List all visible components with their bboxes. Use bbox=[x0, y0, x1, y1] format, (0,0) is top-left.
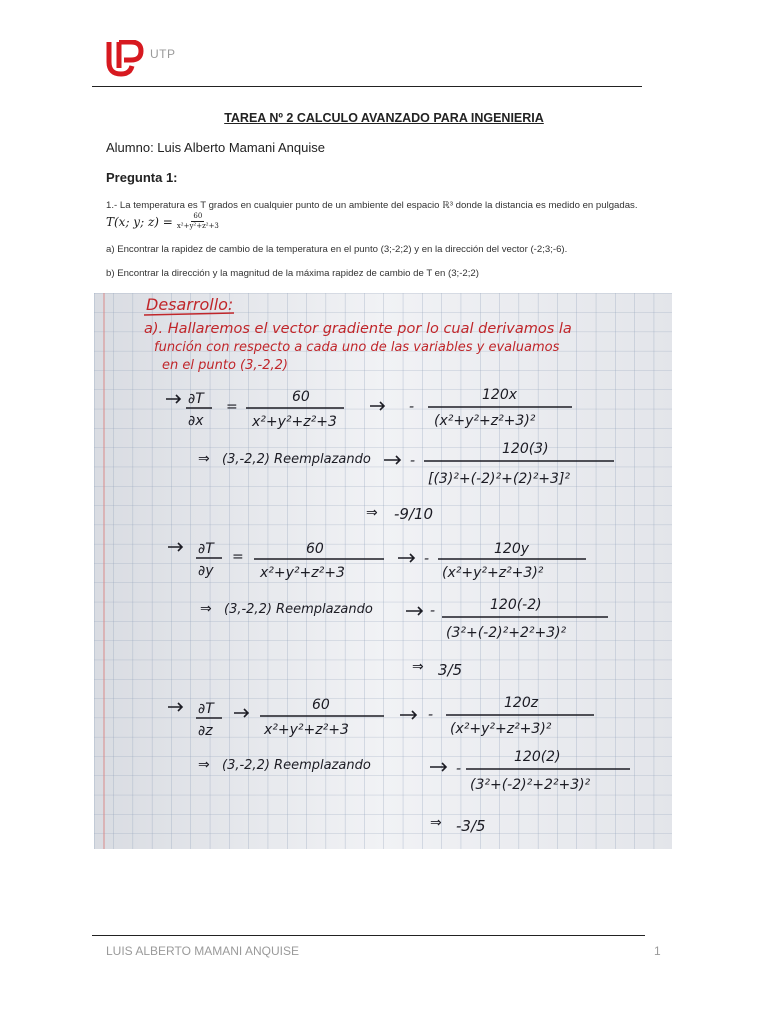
hw-dz-result: -3/5 bbox=[456, 817, 486, 835]
therefore-sign: ⇒ bbox=[366, 505, 378, 521]
logo-text: UTP bbox=[150, 47, 176, 61]
hw-dx-result: -9/10 bbox=[394, 505, 434, 523]
hw-dz-eval-den: (3²+(-2)²+2²+3)² bbox=[470, 777, 591, 793]
part-a-text: a) Encontrar la rapidez de cambio de la temperatura en el punto (3;-2;2) y en la dirección del vector (-2;3;-6). bbox=[106, 244, 568, 255]
formula-fraction bbox=[177, 212, 219, 231]
hw-dz-eval-num: 120(2) bbox=[514, 749, 561, 765]
hw-intro-line-2: función con respecto a cada uno de las variables y evaluamos bbox=[154, 340, 560, 355]
minus-sign: - bbox=[430, 603, 436, 619]
formula-numerator: 60 bbox=[193, 212, 203, 220]
problem-intro: 1.- La temperatura es T grados en cualquier punto de un ambiente del espacio ℝ³ donde la distancia es medido en pulgadas. bbox=[106, 200, 638, 211]
hw-dz-lhs-bot: ∂z bbox=[198, 723, 213, 739]
hw-dx-den: x²+y²+z²+3 bbox=[252, 414, 337, 430]
hw-dz-lhs-top: ∂T bbox=[198, 701, 214, 717]
hw-dy-eval-den: (3²+(-2)²+2²+3)² bbox=[446, 625, 567, 641]
hw-dz-res-den: (x²+y²+z²+3)² bbox=[450, 721, 552, 737]
footer-author: LUIS ALBERTO MAMANI ANQUISE bbox=[106, 944, 299, 958]
formula-denominator: x²+y²+z²+3 bbox=[176, 222, 219, 230]
minus-sign: - bbox=[424, 551, 430, 567]
therefore-sign: ⇒ bbox=[198, 451, 210, 467]
hw-dz-den: x²+y²+z²+3 bbox=[264, 722, 349, 738]
question-heading: Pregunta 1: bbox=[106, 170, 178, 185]
hw-dx-eval-den: [(3)²+(-2)²+(2)²+3]² bbox=[428, 471, 571, 487]
hw-dy-result: 3/5 bbox=[438, 661, 463, 679]
hw-dy-res-num: 120y bbox=[494, 541, 530, 557]
footer-divider bbox=[92, 935, 645, 936]
hw-intro-line-3: en el punto (3,-2,2) bbox=[162, 358, 288, 373]
hw-dz-eval-label: (3,-2,2) Reemplazando bbox=[222, 758, 371, 773]
hw-dy-den: x²+y²+z²+3 bbox=[260, 565, 345, 581]
temperature-formula bbox=[106, 212, 219, 231]
document-title: TAREA Nº 2 CALCULO AVANZADO PARA INGENIERIA bbox=[224, 111, 544, 125]
hw-dx-res-den: (x²+y²+z²+3)² bbox=[434, 413, 536, 429]
minus-sign: - bbox=[428, 707, 434, 723]
hw-dz-num: 60 bbox=[312, 697, 330, 713]
part-b-text: b) Encontrar la dirección y la magnitud de la máxima rapidez de cambio de T en (3;-2;2) bbox=[106, 268, 479, 279]
hw-dx-res-num: 120x bbox=[482, 387, 518, 403]
hw-dy-eval-num: 120(-2) bbox=[490, 597, 542, 613]
hw-dy-lhs-bot: ∂y bbox=[198, 563, 214, 579]
minus-sign: - bbox=[410, 453, 416, 469]
hw-dz-res-num: 120z bbox=[504, 695, 539, 711]
hw-dx-num: 60 bbox=[292, 389, 310, 405]
minus-sign: - bbox=[456, 761, 462, 777]
hw-dx-lhs-bot: ∂x bbox=[188, 413, 204, 429]
hw-dy-num: 60 bbox=[306, 541, 324, 557]
therefore-sign: ⇒ bbox=[200, 601, 212, 617]
minus-sign: - bbox=[409, 399, 415, 415]
equals-sign: = bbox=[232, 549, 244, 565]
header-divider bbox=[92, 86, 642, 87]
handwritten-notes-photo bbox=[94, 293, 672, 849]
utp-logo bbox=[104, 40, 144, 78]
formula-lhs: T(x; y; z) = bbox=[106, 214, 173, 229]
hw-dx-eval-num: 120(3) bbox=[502, 441, 549, 457]
hw-dx-eval-label: (3,-2,2) Reemplazando bbox=[222, 452, 371, 467]
hw-dx-lhs-top: ∂T bbox=[188, 391, 204, 407]
hw-dy-res-den: (x²+y²+z²+3)² bbox=[442, 565, 544, 581]
hw-dy-eval-label: (3,-2,2) Reemplazando bbox=[224, 602, 373, 617]
page-number: 1 bbox=[654, 944, 661, 958]
student-name: Alumno: Luis Alberto Mamani Anquise bbox=[106, 140, 325, 155]
hw-heading: Desarrollo: bbox=[146, 295, 234, 314]
hw-dy-lhs-top: ∂T bbox=[198, 541, 214, 557]
equals-sign: = bbox=[226, 399, 238, 415]
hw-intro-line-1: a). Hallaremos el vector gradiente por lo cual derivamos la bbox=[144, 321, 572, 337]
therefore-sign: ⇒ bbox=[198, 757, 210, 773]
therefore-sign: ⇒ bbox=[412, 659, 424, 675]
therefore-sign: ⇒ bbox=[430, 815, 442, 831]
